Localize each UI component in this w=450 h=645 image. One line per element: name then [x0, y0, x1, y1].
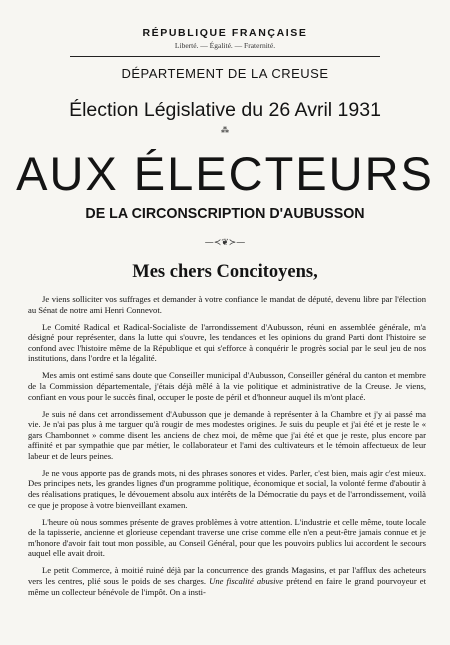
republic-motto: Liberté. — Égalité. — Fraternité. — [174, 41, 276, 50]
greeting: Mes chers Concitoyens, — [132, 262, 318, 282]
paragraph: Le Comité Radical et Radical-Socialiste de l'arrondissement d'Aubusson, réuni en assemblée générale, m'a désigné pour représenter, dans la lutte qui s'ouvre, les tendances et les opinions du grand Parti dont l'histoire se confond avec l'histoire même de la République et qui s'efforce à conquérir le progrès social par le seul jeu de nos institutions, dans l'ordre et la légalité. — [28, 321, 426, 364]
ornament-icon: ⁂ — [221, 126, 229, 135]
paragraph-text: prétend en faire le grand pourvoyeur et même un collecteur bénévole de l'impôt. On a insti- — [28, 576, 426, 597]
paragraph: Je viens solliciter vos suffrages et demander à votre confiance le mandat de député, devenu libre par l'élection au Sénat de notre ami Henri Connevot. — [28, 294, 426, 315]
republic-heading: RÉPUBLIQUE FRANÇAISE — [142, 27, 308, 39]
paragraph: Mes amis ont estimé sans doute que Conseiller municipal d'Aubusson, Conseiller général du canton et membre de la Commission départementale, j'étais déjà mêlé à la vie politique et administrative de la Creuse. Je viens, confiant en vous pour le succès final, occuper le poste de péril et d'honneur auquel ils m'ont placé. — [28, 370, 426, 402]
paragraph — [28, 565, 426, 597]
emphasis-text: Une fiscalité abusive — [209, 576, 284, 586]
header-divider — [70, 56, 380, 57]
poster-title: AUX ÉLECTEURS — [16, 147, 434, 200]
paragraph: L'heure où nous sommes présente de graves problèmes à votre attention. L'industrie et celle même, toute locale de la tapisserie, ancienne et glorieuse cependant traverse une crise comme elle n'en a peut-être jamais connue et je m'honore d'avoir fait tout mon possible, au Conseil Général, pour que les pouvoirs publics lui accordent le secours auquel elle avait droit. — [28, 516, 426, 559]
poster-subtitle: DE LA CIRCONSCRIPTION D'AUBUSSON — [85, 205, 365, 222]
letter-body — [28, 294, 426, 597]
paragraph: Je suis né dans cet arrondissement d'Aubusson que je demande à représenter à la Chambre et j'y ai passé ma vie. Je n'ai pas plus à me targuer qu'à rougir de mes modestes origines. Je suis du peuple et j'ai été et je reste le « gars Chambonnet » comme disent les anciens de chez moi, de même que j'ai été et que je reste, plus encore par affinité et par sympathie que par métier, le collaborateur et l'ami des cultivateurs et le témoin affectueux de leur labeur et de leurs peines. — [28, 408, 426, 461]
flourish-icon: —≺❦≻— — [204, 238, 246, 248]
department-heading: DÉPARTEMENT DE LA CREUSE — [121, 66, 329, 81]
election-heading: Élection Législative du 26 Avril 1931 — [69, 99, 381, 121]
paragraph-text: Le petit Commerce, à moitié ruiné déjà par la concurrence des grands Magasins, et par l'afflux des acheteurs vers les centres, plié sous le poids de ses charges. — [28, 565, 426, 586]
paragraph: Je ne vous apporte pas de grands mots, ni des phrases sonores et vides. Parler, c'est bien, mais agir c'est mieux. Des principes nets, les grandes lignes d'un programme politique, économique et social, la volonté ferme d'aboutir à des réalisations pratiques, le dévouement absolu aux intérêts de la Démocratie du pays et de l'arrondissement, voilà ce que je propose à votre bienveillant examen. — [28, 467, 426, 510]
